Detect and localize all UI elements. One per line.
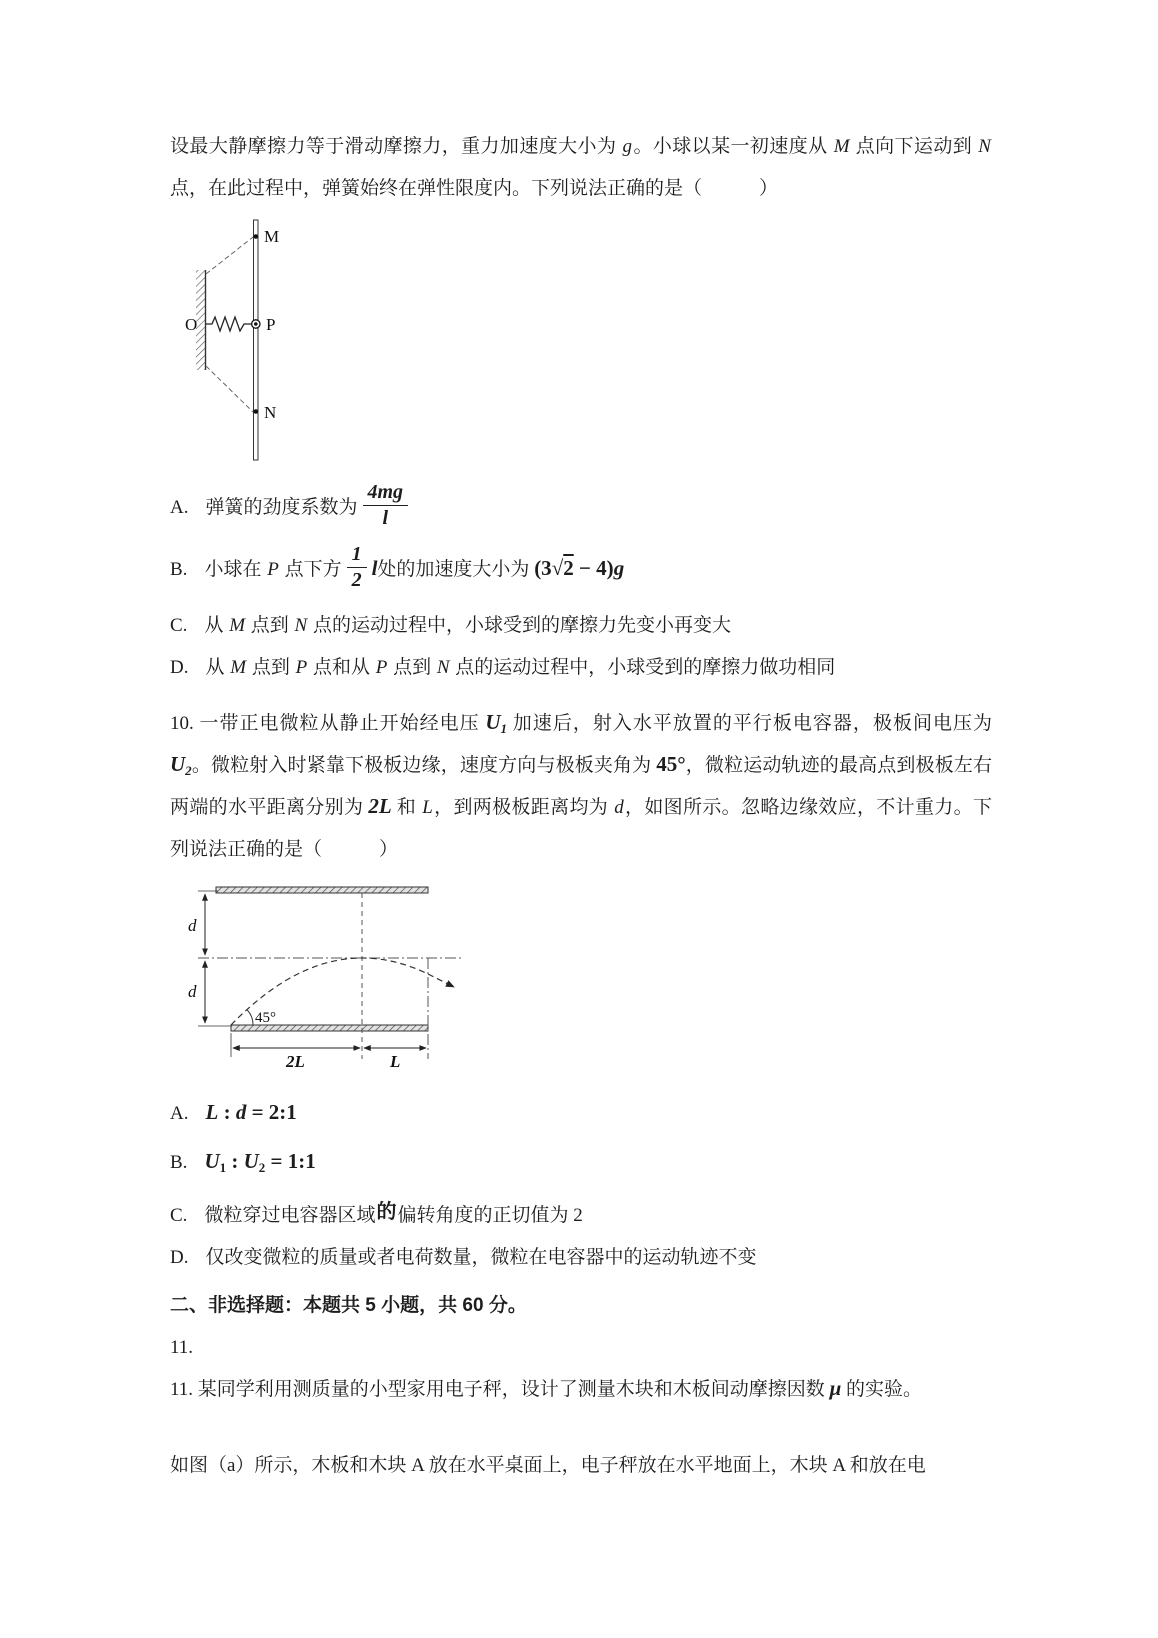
q10-option-d-label: D. (170, 1247, 189, 1268)
u-subscript-2: 2 (185, 763, 192, 778)
q10-option-c-seg0: 微粒穿过电容器区域 (204, 1205, 376, 1226)
expr-open: (3 (534, 555, 552, 580)
q9-var-p: P (267, 558, 279, 580)
q9-var-n: N (436, 657, 450, 678)
dashed-guide-bottom (206, 366, 253, 412)
q9-option-b-label: B. (170, 558, 188, 580)
q9-option-b (170, 543, 992, 598)
q9-var-n: N (978, 136, 991, 157)
q9-var-l: l (371, 555, 378, 580)
q9-intro-seg0: 设最大静摩擦力等于滑动摩擦力，重力加速度大小为 (170, 136, 622, 157)
q9-option-b-expression (534, 556, 624, 580)
q9-option-a-fraction (363, 481, 409, 530)
math-var-d: d (235, 1100, 247, 1124)
q10-var-u1 (485, 710, 507, 734)
q9-option-c-label: C. (170, 615, 188, 636)
q9-intro-seg2: 。小球以某一初速度从 (633, 136, 833, 157)
q9-var-m: M (833, 136, 850, 157)
q9-option-b-seg3: 处的加速度大小为 (377, 558, 530, 580)
q10-intro-seg1: 加速后，射入水平放置的平行板电容器，极板间电压为 (507, 713, 992, 734)
q11-line2: 如图（a）所示，木板和木块 A 放在水平桌面上，电子秤放在水平地面上，木块 A 和放在电 (170, 1455, 926, 1476)
q10-option-d (170, 1237, 992, 1279)
u-subscript-1: 1 (219, 1160, 227, 1175)
fraction-numerator: 4mg (363, 481, 409, 506)
q10-intro-seg4: 和 (391, 797, 422, 818)
q9-var-n: N (294, 615, 308, 636)
q9-option-a-label: A. (170, 496, 189, 518)
u-symbol: U (170, 752, 186, 776)
math-colon: : (218, 1100, 236, 1124)
q10-option-c-label: C. (170, 1205, 188, 1226)
q9-option-a-text: 弹簧的劲度系数为 (205, 496, 358, 518)
q10-option-c-seg1: 偏转角度的正切值为 2 (397, 1205, 583, 1226)
math-var-l: L (205, 1100, 219, 1124)
q10-intro-seg2: 。微粒射入时紧靠下极板边缘，速度方向与极板夹角为 (191, 755, 657, 776)
u-subscript-2: 2 (258, 1160, 266, 1175)
q9-intro-seg6: 点，在此过程中，弹簧始终在弹性限度内。下列说法正确的是（ ） (170, 178, 779, 199)
label-angle-45: 45° (255, 1010, 276, 1026)
q9-option-c (170, 605, 992, 647)
math-equals: = 2:1 (246, 1100, 297, 1124)
label-2l: 2L (286, 1052, 305, 1071)
math-equals: = 1:1 (265, 1149, 316, 1173)
q10-option-c-de: 的 (376, 1201, 397, 1223)
section2-header: 二、非选择题：本题共 5 小题，共 60 分。 (170, 1295, 527, 1316)
q10-var-u2 (170, 752, 192, 776)
fraction-denominator: 2 (351, 569, 362, 591)
q10-option-a-label: A. (170, 1103, 189, 1124)
q10-intro-seg0: 10. 一带正电微粒从静止开始经电压 (170, 713, 486, 734)
label-p: P (266, 315, 276, 334)
q9-option-d-label: D. (170, 657, 189, 678)
q9-var-p: P (295, 657, 308, 678)
math-colon: : (226, 1149, 244, 1173)
q10-angle-value: 45° (656, 752, 686, 776)
label-o: O (185, 315, 198, 334)
q9-option-c-seg4: 点的运动过程中，小球受到的摩擦力先变小再变大 (308, 615, 731, 636)
sqrt-symbol: √ (551, 555, 564, 580)
expr-var-g: g (613, 555, 625, 580)
q10-option-b (170, 1142, 992, 1184)
q9-option-c-seg2: 点到 (246, 615, 294, 636)
q10-intro-seg5: ，到两极板距离均为 (433, 797, 614, 818)
q9-option-a (170, 481, 992, 536)
q9-option-b-fraction (347, 543, 367, 592)
q9-option-b-seg1: 小球在 (204, 558, 267, 580)
label-n: N (264, 403, 277, 422)
q9-var-p: P (375, 657, 388, 678)
q10-option-b-label: B. (170, 1152, 188, 1173)
label-d-bottom: d (188, 982, 197, 1001)
q11-intro-seg1: 的实验。 (841, 1379, 923, 1400)
q11-number-line: 11. (170, 1337, 194, 1358)
q10-option-c (170, 1191, 992, 1237)
q10-var-l: L (422, 797, 433, 818)
trajectory-exit-arrow (428, 974, 454, 987)
q9-option-c-seg0: 从 (204, 615, 229, 636)
q9-option-d (170, 647, 992, 689)
q9-var-m: M (229, 615, 246, 636)
rod (254, 220, 259, 460)
q10-var-d: d (614, 797, 624, 818)
q10-var-2l: 2L (368, 794, 392, 818)
q11-intro-seg0: 11. 某同学利用测质量的小型家用电子秤，设计了测量木块和木板间动摩擦因数 (170, 1379, 830, 1400)
point-m-dot (254, 234, 259, 239)
q9-option-b-seg2: 点下方 (279, 558, 342, 580)
q9-var-g: g (622, 136, 633, 157)
wall-hatch (196, 270, 205, 370)
u-subscript-1: 1 (500, 721, 508, 736)
q9-figure-svg (176, 214, 326, 466)
math-var-u: U (243, 1149, 259, 1173)
q9-option-d-seg2: 点到 (247, 657, 295, 678)
q9-var-m: M (230, 657, 247, 678)
sqrt-radicand: 2 (563, 555, 574, 580)
page-content (170, 126, 992, 1487)
label-l: L (390, 1052, 401, 1071)
q10-option-a (170, 1093, 992, 1135)
q10-intro-seg3: ，微粒运动轨迹的最高点到极板左右两端的水平距离分别为 (170, 755, 992, 818)
q9-intro-seg4: 点向下运动到 (850, 136, 978, 157)
top-plate (216, 887, 428, 893)
ball-center (254, 322, 258, 326)
spring-coil (206, 317, 251, 331)
label-d-top: d (188, 916, 197, 935)
q10-figure (178, 881, 992, 1086)
q9-option-d-seg0: 从 (205, 657, 230, 678)
point-n-dot (254, 409, 259, 414)
expr-close: − 4) (573, 555, 614, 580)
math-var-u: U (204, 1149, 220, 1173)
u-symbol: U (485, 710, 501, 734)
q9-option-d-seg8: 点的运动过程中，小球受到的摩擦力做功相同 (450, 657, 836, 678)
q9-option-d-seg4: 点和从 (308, 657, 375, 678)
q11-intro (170, 1369, 992, 1411)
q11-var-mu: μ (829, 1376, 842, 1400)
label-m: M (264, 227, 280, 246)
q9-option-d-seg6: 点到 (388, 657, 436, 678)
dashed-guide-top (206, 237, 253, 274)
q10-intro (170, 703, 992, 871)
q10-option-a-math (205, 1100, 296, 1124)
q10-intro-seg6: ，如图所示。忽略边缘效应，不计重力。下列说法正确的是（ ） (170, 797, 992, 860)
q10-option-b-math (204, 1149, 315, 1173)
q10-figure-svg (178, 881, 470, 1081)
q9-intro (170, 126, 992, 210)
q10-option-d-text: 仅改变微粒的质量或者电荷数量，微粒在电容器中的运动轨迹不变 (205, 1247, 757, 1268)
fraction-numerator: 1 (347, 543, 367, 568)
angle-arc (247, 1009, 253, 1025)
q9-figure (176, 214, 992, 471)
fraction-denominator: l (382, 507, 389, 529)
